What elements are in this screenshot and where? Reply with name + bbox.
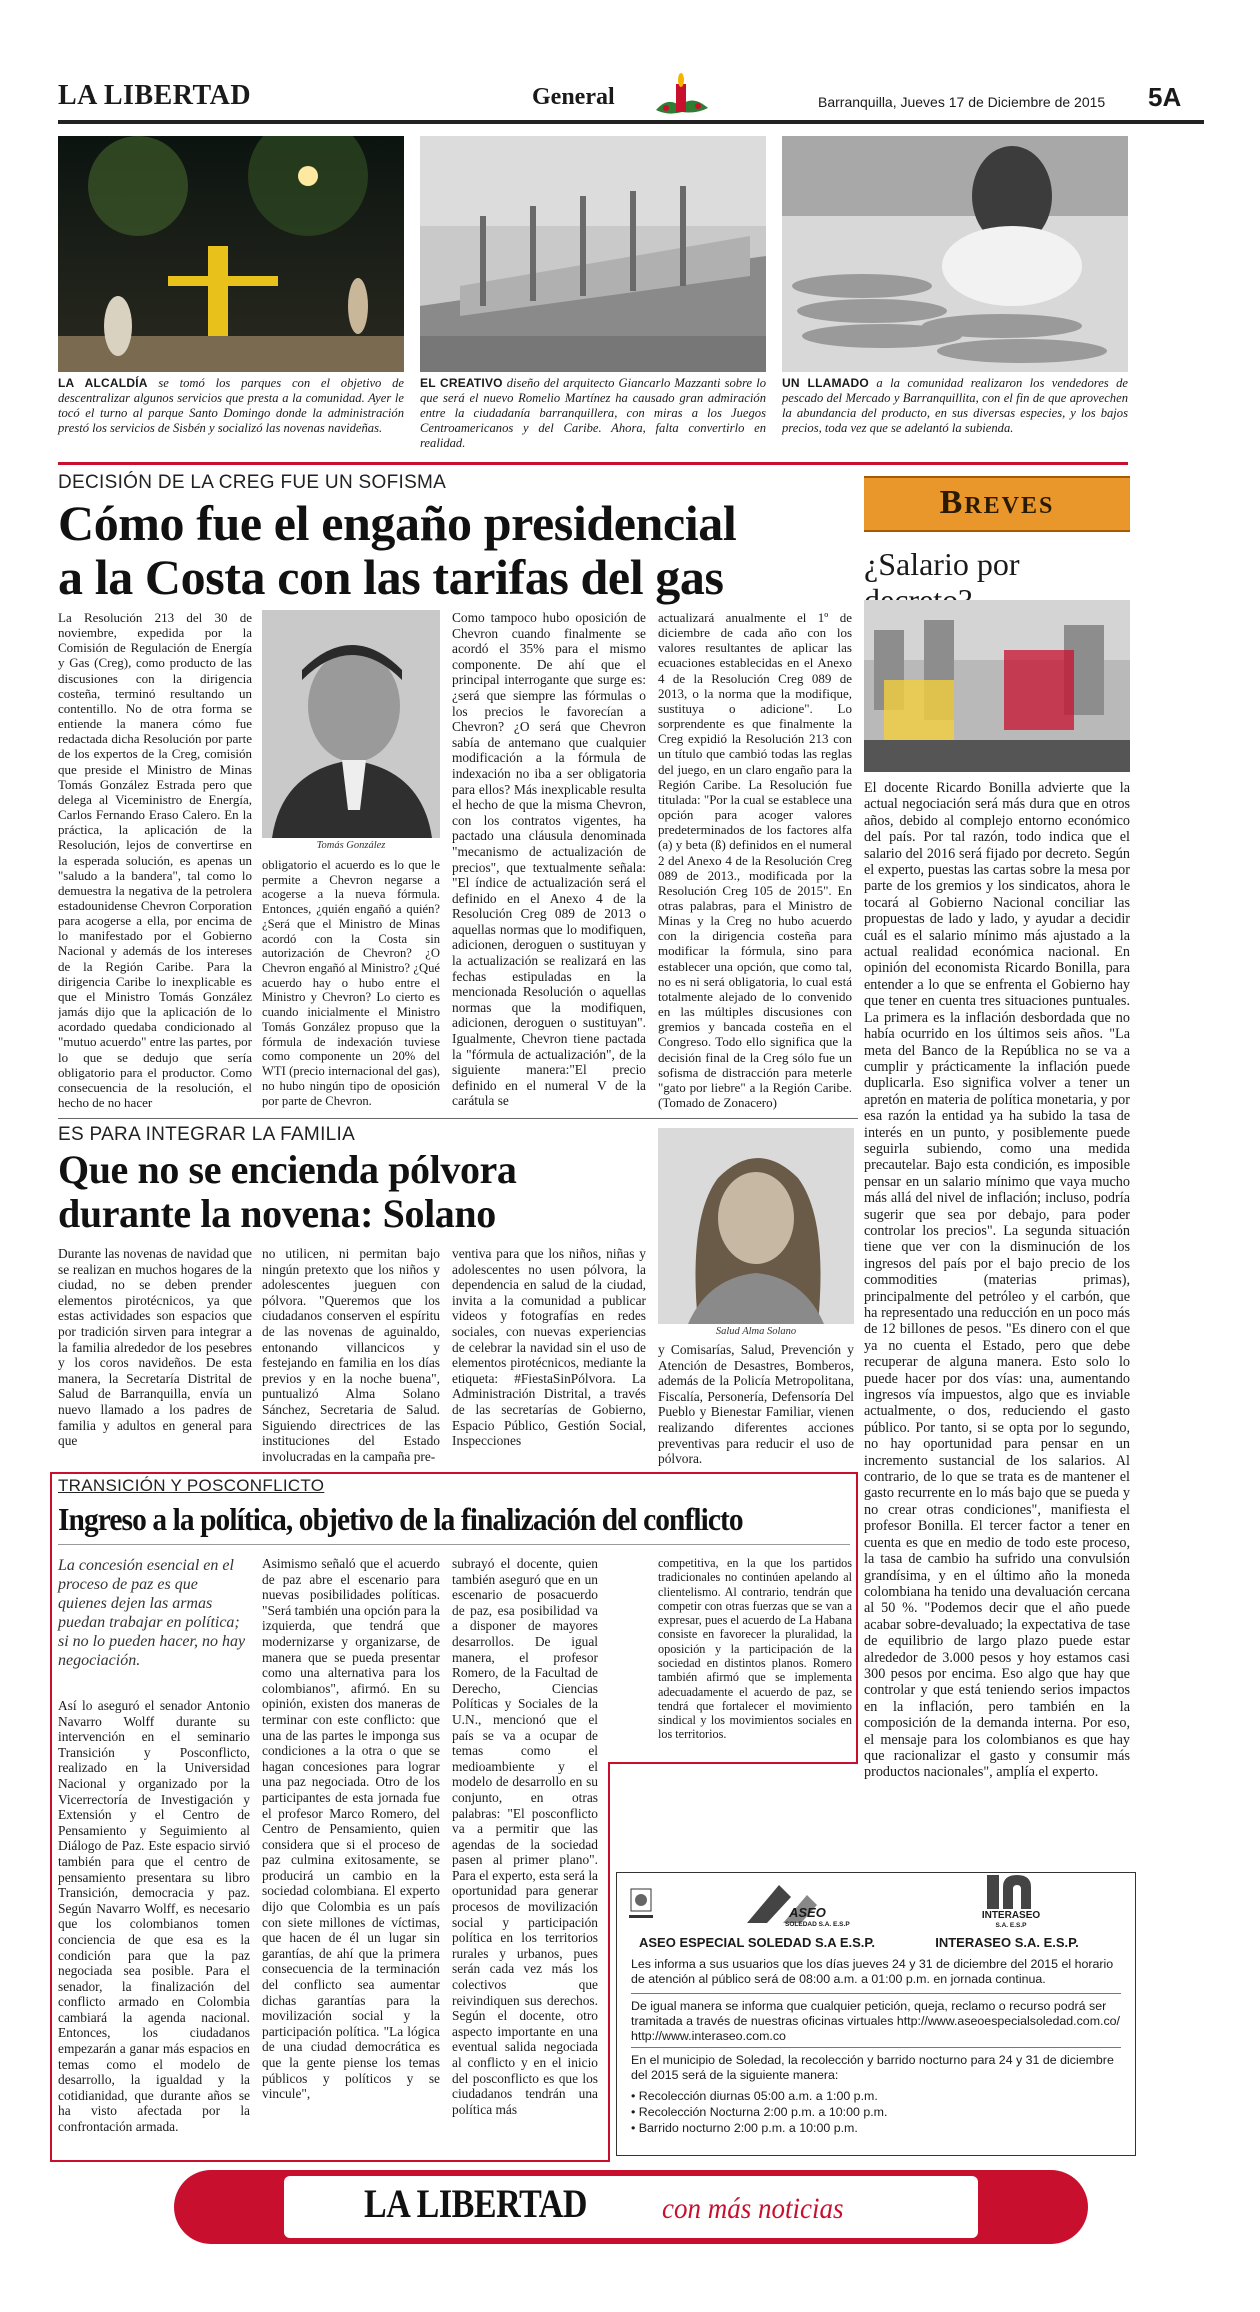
- caption-park: [58, 376, 404, 436]
- photo-street-vendors: [864, 600, 1130, 772]
- caption-text: diseño del arquitecto Giancarlo Mazzanti sobre lo que será el nuevo Romelio Martínez ha causado gran admiración entre la ciudadanía barranquillera, con miras a los Juegos Centroamericanos y del Caribe. Ahora, falta convertirlo en realidad.: [420, 376, 766, 450]
- ad-bullet-3: • Barrido nocturno 2:00 p.m. a 10:00 p.m.: [631, 2121, 858, 2135]
- photo-park-night: [58, 136, 404, 372]
- aseo-logo: [737, 1879, 857, 1933]
- ad-bullet-text: Recolección Nocturna 2:00 p.m. a 10:00 p.m.: [638, 2105, 888, 2119]
- story1-col-4: actualizará anualmente el 1º de diciembre de cada año con los valores resultantes de aplicar las ecuaciones establecidas en el Anexo 4 de la Resolución Creg 089 de 2013, o la norma que la modifique, sustituya o adicione". Lo sorprendente es que finalmente la Creg expidió la Resolución 213 con un título que cambió todas las reglas del juego, en un claro engaño para la Región Caribe. La Resolución fue titulada: "Por la cual se establece una opción para acoger valores predeterminados de los factores alfa (a) y beta (ß) definidos en el numeral 2 del Anexo 4 de la Resolución Creg 089 de 2013., modificada por la Resolución Creg 105 de 2015". En otras palabras, para el Ministro de Minas y la Creg no hubo acuerdo con la dirigencia costeña para modificar la fórmula, sino para establecer una opción, que como tal, no es ni será obligatoria, lo cual está totalmente alejado de lo convenido en las múltiples discusiones con gremios y bancada costeña en el Congreso. Todo ello significa que la decisión final de la Creg sólo fue un sofisma de distracción para meterle "gato por liebre" a la Región Caribe. (Tomado de Zonacero): [658, 610, 852, 1110]
- story3-headline-rule: [58, 1544, 850, 1545]
- photo-credit-solano: Salud Alma Solano: [715, 1326, 797, 1337]
- caption-text: a la comunidad realizaron los vendedores de pescado del Mercado y Barranquillita, con el fin de que aprovechen la abundancia del producto, en sus diversas especies, y los bajos precios, toda vez que se adelantó la subienda.: [782, 376, 1128, 435]
- gobernacion-emblem-icon: [627, 1885, 655, 1925]
- story1-col-2: obligatorio el acuerdo es lo que le permite a Chevron negarse a acogerse a la nueva fórmula. Entonces, ¿quién engañó a quién? ¿Será que el Ministro de Minas acordó con la Costa sin autorización de Chevron? ¿O Chevron engañó al Ministro? ¿Qué acuerdo hay o hubo entre el Ministro y Chevron? Lo cierto es cuando inicialmente el Ministro Tomás González propuso que la fórmula de indexación tuviese como componente un 20% del WTI (precio internacional del gas), no hubo ningún tipo de oposición por parte de Chevron.: [262, 858, 440, 1108]
- footer-tagline: con más noticias: [662, 2192, 844, 2225]
- photo-stadium-render: [420, 136, 766, 372]
- aseo-logo-mark: ASEO: [789, 1905, 826, 1920]
- story3-col-1: Así lo aseguró el senador Antonio Navarro Wolff durante su intervención en el seminario Transición y Posconflicto, realizado en la Universidad Nacional y organizado por la Vicerrectoría de Investigación y Extensión y el Centro de Pensamiento y Seguimiento al Diálogo de Paz. Este espacio sirvió también para que el centro de pensamiento presentara su libro Transición, democracia y paz. Según Navarro Wolff, es necesario que los colombianos tomen conciencia de que esa es la condición para que la paz negociada sea posible. Para el senador, la finalización del conflicto armado en Colombia cambiará la agenda nacional. Entonces, los ciudadanos empezarán a ganar más espacios en temas como el modelo de desarrollo, la igualdad y la cotidianidad, que durante años se ha visto afectada por la confrontación armada.: [58, 1698, 250, 2135]
- interaseo-logo: [973, 1873, 1049, 1931]
- page-number: 5A: [1148, 82, 1182, 112]
- photo-credit-tomas: Tomás González: [316, 840, 386, 851]
- section-name: General: [532, 84, 615, 110]
- ad-divider-2: [631, 2047, 1121, 2048]
- story2-col-3: ventiva para que los niños, niñas y adolescentes no usen pólvora, la dependencia en salud de la ciudad, invita a la comunidad a publicar videos y fotografías en redes sociales, con nuevas experiencias de celebrar la navidad sin el uso de elementos pirotécnicos, mediante la etiqueta: #FiestaSinPólvora. La Administración Distrital, a través de las secretarías de Gobierno, Espacio Público, Gestión Social, Inspecciones: [452, 1246, 646, 1449]
- ad-company-1: ASEO ESPECIAL SOLEDAD S.A E.S.P.: [639, 1935, 875, 1950]
- caption-text: se tomó los parques con el objetivo de descentralizar algunos servicios que presta a la comunidad. Ayer le tocó el turno al parque Santo Domingo donde la administración prestó los servicios de Sisbén y socializó las novenas navideñas.: [58, 376, 404, 435]
- story3-kicker: TRANSICIÓN Y POSCONFLICTO: [58, 1476, 325, 1495]
- ad-box: [616, 1872, 1136, 2156]
- photo-tomas-gonzalez: [262, 610, 440, 838]
- header-rule: [58, 120, 1204, 124]
- ad-bullet-text: Recolección diurnas 05:00 a.m. a 1:00 p.m.: [638, 2089, 878, 2103]
- breves-headline: ¿Salario por: [864, 546, 1020, 582]
- story-divider: [58, 1118, 858, 1119]
- story2-col-2: no utilicen, ni permitan bajo ningún pretexto que los niños y adolescentes jueguen con pólvora. "Queremos que los ciudadanos conserven el espíritu de las novenas de aguinaldo, entonando villancicos y festejando en familia en los días previos y en la noche buena", puntualizó Alma Solano Sánchez, Secretaria de Salud. Siguiendo directrices de las instituciones del Estado involucradas en la campaña pre-: [262, 1246, 440, 1464]
- story1-headline-2: a la Costa con las tarifas del gas: [58, 549, 724, 605]
- caption-stadium: [420, 376, 766, 451]
- story2-headline-1: Que no se encienda pólvora: [58, 1147, 517, 1192]
- breves-banner: [864, 476, 1130, 532]
- ad-company-2: INTERASEO S.A. E.S.P.: [935, 1935, 1079, 1950]
- ad-paragraph-2: De igual manera se informa que cualquier petición, queja, reclamo o recurso podrá ser tramitada a través de nuestras oficinas virtuales http://www.aseoespecialsoledad.com.co/ http://www.interaseo.com.co: [631, 1999, 1120, 2043]
- ad-bullet-2: • Recolección Nocturna 2:00 p.m. a 10:00 p.m.: [631, 2105, 888, 2119]
- ad-divider-1: [631, 1993, 1121, 1994]
- ad-bullet-text: Barrido nocturno 2:00 p.m. a 10:00 p.m.: [638, 2121, 858, 2135]
- story3-red-frame-step: [608, 1762, 858, 1764]
- story2-col-4: y Comisarías, Salud, Prevención y Atención de Desastres, Bomberos, además de la Policía Metropolitana, Fiscalía, Personería, Defensoría Del Pueblo y Bienestar Familiar, vienen realizando diferentes acciones preventivas para reducir el uso de pólvora.: [658, 1342, 854, 1466]
- story3-col-2: Asimismo señaló que el acuerdo de paz abre el escenario para nuevas posibilidades políticas. "Será también una opción para la izquierda, que tendrá que modernizarse y organizarse, de manera que se pueda presentar como una alternativa para los colombianos", afirmó. En su opinión, existen dos maneras de terminar con este conflicto: que una de las partes le imponga sus condiciones a la otra o que se hagan concesiones para lograr una paz negociada. Otro de los participantes de esta jornada fue el profesor Marco Romero, del Centro de Pensamiento, quien considera que si el proceso de paz culmina exitosamente, se producirá un cambio en la sociedad colombiana. El experto dijo que Colombia es un país con siete millones de víctimas, que hacen de él un lugar sin garantías, de ahí que la primera consecuencia de la terminación del conflicto sea aumentar dichas garantías para la movilización social y la participación política. "La lógica de una ciudad democrática es que la gente piense los temas públicos y políticos y se vincule",: [262, 1556, 440, 2102]
- red-rule: [58, 462, 1128, 465]
- breves-title: Breves: [939, 484, 1055, 521]
- dateline: Barranquilla, Jueves 17 de Diciembre de 2015: [818, 94, 1106, 110]
- footer-banner: [174, 2170, 1088, 2244]
- story2-headline-2: durante la novena: Solano: [58, 1191, 496, 1236]
- christmas-ornament-icon: [652, 66, 712, 120]
- story3-lead: La concesión esencial en el proceso de paz es que quienes dejen las armas puedan trabajar en política; si no lo pueden hacer, no hay negociación.: [58, 1557, 246, 1669]
- story3-col-3: subrayó el docente, quien también aseguró que en un escenario de posacuerdo de paz, esa posibilidad va a disponer de mayores desarrollos. De igual manera, el profesor Romero, de la Facultad de Derecho, Ciencias Políticas y Sociales de la U.N., mencionó que el país se va a ocupar de temas como el medioambiente y el modelo de desarrollo en su conjunto, en otras palabras: "El posconflicto va a permitir que las agendas de la sociedad pasen al primer plano". Para el experto, esta será la oportunidad para generar procesos de movilización social y participación política en los territorios rurales y urbanos, pues serán cada vez más los colectivos que reivindiquen sus derechos. Según el docente, otro aspecto importante en una eventual salida negociada al conflicto y en el inicio del posconflicto es que los ciudadanos tendrán una política más: [452, 1556, 598, 2117]
- caption-fish: [782, 376, 1128, 436]
- photo-alma-solano: [658, 1128, 854, 1324]
- story3-headline: Ingreso a la política, objetivo de la finalización del conflicto: [58, 1501, 743, 1537]
- footer-brand: LA LIBERTAD: [364, 2181, 588, 2226]
- ad-paragraph-3: En el municipio de Soledad, la recolección y barrido nocturno para 24 y 31 de diciembre del 2015 será de la siguiente manera:: [631, 2053, 1114, 2082]
- story3-col-4: competitiva, en la que los partidos tradicionales no continúen apelando al clientelismo. Al contrario, tendrán que competir con otras fuerzas que se van a expresar, pues el acuerdo de La Habana consiste en favorecer la pluralidad, la oposición y la participación de la sociedad en distintos planos. Romero también afirmó que se implementa adecuadamente el acuerdo de paz, se tendrá que fortalecer el movimiento sindical y los movimientos sociales en los territorios.: [658, 1556, 852, 1742]
- caption-lead: UN LLAMADO: [782, 376, 869, 390]
- breves-body: El docente Ricardo Bonilla advierte que la actual negociación será más dura que en otros años, debido al complejo entorno económico del país. Por tal razón, todo indica que el salario del 2016 será fijado por decreto. Según el experto, puestas las cartas sobre la mesa por parte de los gremios y los sindicatos, ahora le tocará al Gobierno Nacional conciliar las propuestas de lado y lado, y ayudar a decidir cuál es el salario mínimo más ajustado a la actual realidad económica nacional. En opinión del economista Ricardo Bonilla, para entender a lo que se enfrenta el Gobierno hay que tener en cuenta tres situaciones puntuales. La primera es la inflación desbordada que no había ocurrido en los últimos seis años. "La meta del Banco de la República no se va a cumplir y prácticamente la inflación puede duplicarla. Eso significa volver a tener un apretón en materia de política monetaria, y por esa razón la entidad ya ha subido la tasa de interés en un punto, y posiblemente puede seguirla subiendo, como una medida precautelar. Bajo esta condición, es imposible pensar en un salario mínimo que vaya mucho más allá del nivel de inflación; incluso, podría sugerir que sea por debajo, para poder controlar los precios". La segunda situación tiene que ver con la disminución de los ingresos del país por el bajo precio de los commodities (materias primas), principalmente del petróleo y el carbón, que ha representado una reducción en un poco más de 12 billones de pesos. "Es dinero con el que ya no cuenta el Estado, pero que debe recuperar de alguna manera. Esto solo lo puede hacer por dos vías: una, aumentando ingresos vía impuestos, algo que es inviable actualmente, o dos, reduciendo el gasto público. Por tanto, si se opta por lo segundo, no hay oportunidad para pensar en un incremento sustancial de los salarios. Al contrario, de lo que se trata es de mantener el gasto recurrente en lo más bajo que se pueda y no crear otras condiciones", manifiesta el profesor Bonilla. El tercer factor a tener en cuenta es que en medio de todo este proceso, la tasa de cambio ha sufrido una convulsión grandísima, y en el último año la moneda colombiana ha tenido una devaluación cercana al 50 %. "Podemos decir que el año puede acabar sobre-devaluado; la expectativa de tase de equilibrio de largo plazo puede estar alrededor de 3.000 pesos y hoy estamos casi 300 pesos por encima. Eso algo que hay que controlar y que está teniendo serios impactos en la inflación, pero también en la composición de la demanda interna. Por eso, el mensaje para los colombianos es que hay que racionalizar el gasto y consumir más productos nacionales", amplía el experto.: [864, 780, 1130, 1781]
- story2-kicker: ES PARA INTEGRAR LA FAMILIA: [58, 1124, 356, 1145]
- story1-kicker: DECISIÓN DE LA CREG FUE UN SOFISMA: [58, 472, 447, 493]
- caption-lead: LA ALCALDÍA: [58, 376, 148, 390]
- ad-bullet-1: • Recolección diurnas 05:00 a.m. a 1:00 p.m.: [631, 2089, 878, 2103]
- ad-paragraph-1: Les informa a sus usuarios que los días jueves 24 y 31 de diciembre del 2015 el horario de atención al público será de 08:00 a.m. a 01:00 p.m. en jornada continua.: [631, 1957, 1114, 1986]
- story1-col-3: Como tampoco hubo oposición de Chevron cuando finalmente se acordó el 35% para el mismo componente. De ahí que el principal interrogante que surge es: ¿será que siempre las fórmulas o los precios le favorecían a Chevron? ¿O será que Chevron sabía de antemano que cualquier modificación a la fórmula de indexación no iba a ser obligatoria para ellos? Más inexplicable resulta el hecho de que la misma Chevron, con los contratos vigentes, ha pactado una cláusula denominada "mecanismo de actualización de precios", que textualmente señala: "El índice de actualización será el definido en el Anexo 4 de la Resolución Creg 089 de 2013 o aquellas normas que lo modifiquen, adicionen, deroguen o sustituyan y la actualización se realizará en las fechas estipuladas en la mencionada Resolución o aquellas normas que la modifiquen, adicionen, deroguen o sustituyan". Igualmente, Chevron tiene pactada la "fórmula de actualización", de la siguiente manera:"El precio definido en el numeral V de la carátula se: [452, 610, 646, 1109]
- interaseo-logo-mark: INTERASEO: [981, 1910, 1041, 1921]
- paper-name: LA LIBERTAD: [58, 80, 252, 111]
- story2-col-1: Durante las novenas de navidad que se realizan en muchos hogares de la ciudad, no se deben prender elementos pirotécnicos, ya que estas actividades son espacios que por tradición sirven para integrar a la familia alrededor de los pesebres y los coros navideños. De esta manera, la Secretaría Distrital de Salud de Barranquilla, envía un nuevo llamado a los padres de familia y adultos en general para que: [58, 1246, 252, 1449]
- story1-col-1: La Resolución 213 del 30 de noviembre, expedida por la Comisión de Regulación de Energía y Gas (Creg), como producto de las discusiones con la dirigencia costeña, terminó resultando un contentillo. No de otra forma se entiende la manera cómo fue redactada dicha Resolución por parte de los expertos de la Creg, comisión que preside el Ministro de Minas Tomás González Estrada pero que delega al Viceministro de Energía, Carlos Fernando Eraso Calero. En la práctica, la aplicación de la Resolución, lejos de convertirse en la esperada solución, es apenas un "saludo a la bandera", tal como lo demuestra la negativa de la petrolera estadounidense Chevron Corporation para acogerse a ella, por encima de lo manifestado por el Gobierno Nacional y además de los intereses de la Región Caribe. Para la dirigencia Caribe lo inexplicable es que el Ministro Tomás González jamás dijo que la aplicación de lo acordado quedaba condicionado al "mutuo acuerdo" entre las partes, por lo que se dedujo que sería obligatorio para el productor. Como consecuencia de la resolución, el hecho de no hacer: [58, 610, 252, 1110]
- photo-fish-vendors: [782, 136, 1128, 372]
- caption-lead: EL CREATIVO: [420, 376, 503, 390]
- aseo-logo-sub: SOLEDAD S.A. E.S.P: [785, 1921, 850, 1928]
- interaseo-logo-sub: S.A. E.S.P: [995, 1922, 1027, 1929]
- story1-headline-1: Cómo fue el engaño presidencial: [58, 495, 737, 551]
